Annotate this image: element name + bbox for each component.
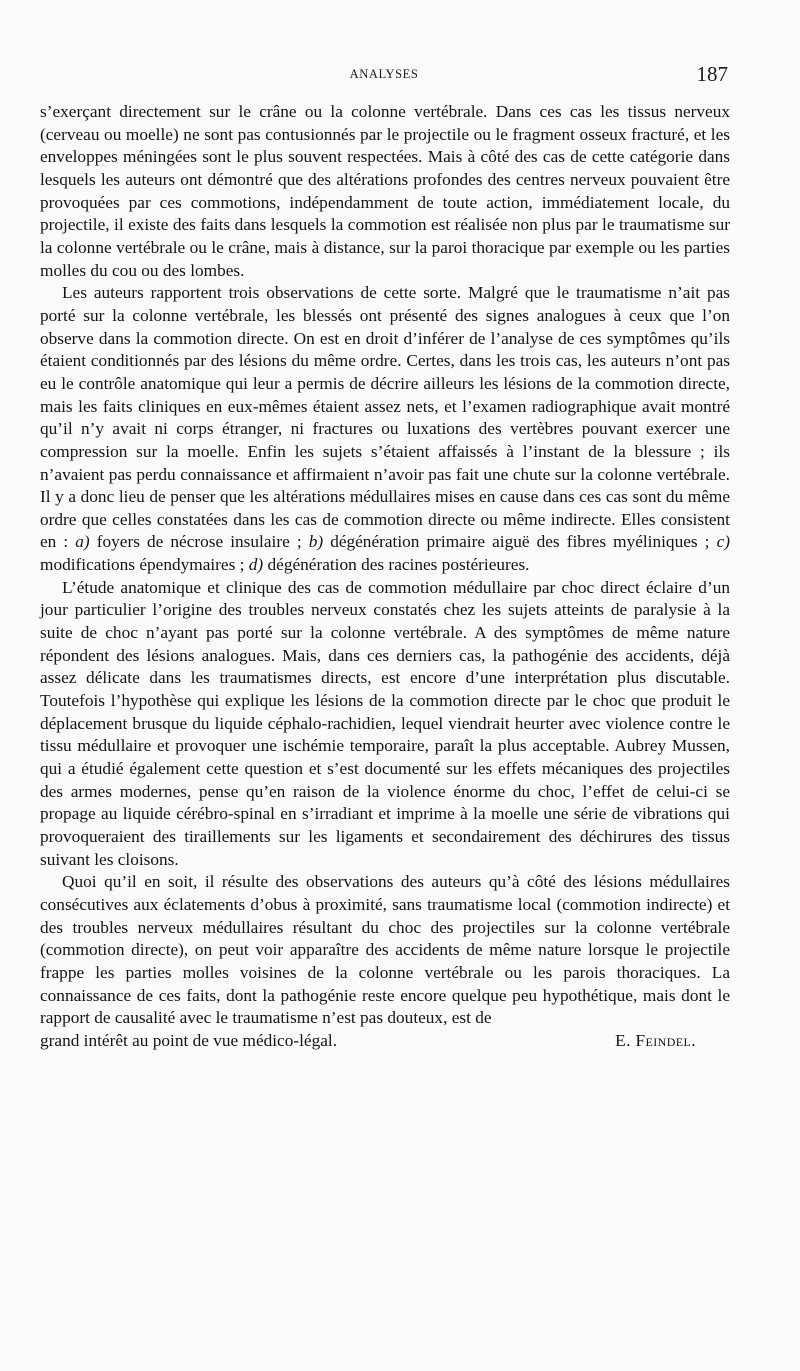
list-marker-b: b) bbox=[308, 532, 324, 552]
author-signature: E. Feindel. bbox=[615, 1030, 696, 1050]
paragraph-4-last-line bbox=[40, 1030, 730, 1053]
paragraph-1: s’exerçant directement sur le crâne ou la colonne vertébrale. Dans ces cas les tissus nerveux (cerveau ou moelle) ne sont pas contusionnés par le projectile ou le fragment osseux fracturé, et les enveloppes méningées sont le plus souvent respectées. Mais à côté des cas de cette catégorie dans lesquels les auteurs ont démontré que des altérations profondes des centres nerveux pouvaient être provoquées par ces commotions, indépendamment de toute action, immédiatement locale, du projectile, il existe des faits dans lesquels la commotion est réalisée non plus par le traumatisme sur la colonne vertébrale ou le crâne, mais à distance, sur la paroi thoracique par exemple ou les parties molles du cou ou des lombes. bbox=[40, 102, 730, 280]
paragraph-4: Quoi qu’il en soit, il résulte des observations des auteurs qu’à côté des lésions médullaires consécutives aux éclatements d’obus à proximité, sans traumatisme local (commotion indirecte) et des troubles nerveux médullaires résultant du choc des projectiles sur la colonne vertébrale (commotion directe), on peut voir apparaître des accidents de même nature lorsque le projectile frappe les parties molles voisines de la colonne vertébrale ou les parois thoraciques. La connaissance de ces faits, dont la pathogénie reste encore quelque peu hypothétique, mais dont le rapport de causalité avec le traumatisme n’est pas douteux, est de bbox=[40, 872, 730, 1028]
list-marker-c: c) bbox=[716, 532, 730, 552]
list-marker-a: a) bbox=[75, 532, 90, 552]
list-item-c: modifications épendymaires ; bbox=[40, 555, 245, 575]
paragraph-2-intro: Les auteurs rapportent trois observations de cette sorte. Malgré que le traumatisme n’ait pas porté sur la colonne vertébrale, les blessés ont présenté des signes analogues à ceux que l’on observe dans la commotion directe. On est en droit d’inférer de l’analyse de ces symptômes qu’ils étaient conditionnés par des lésions du même ordre. Certes, dans les trois cas, les auteurs n’ont pas eu le contrôle anatomique qui leur a permis de décrire ailleurs les lésions de la commotion directe, mais les faits cliniques en eux-mêmes étaient assez nets, et l’examen radiographique avait montré qu’il n’y avait ni corps étranger, ni fractures ou luxations des vertèbres pouvant exercer une compression sur la moelle. Enfin les sujets s’étaient affaissés à l’instant de la blessure ; ils n’avaient pas perdu connaissance et affirmaient n’avoir pas fait une chute sur la colonne vertébrale. Il y a donc lieu de penser que les altérations médullaires mises en cause dans ces cas sont du même ordre que celles constatées dans les cas de commotion directe ou même indirecte. Elles consistent en : bbox=[40, 283, 730, 552]
list-item-a: foyers de nécrose insulaire ; bbox=[96, 532, 302, 552]
list-item-d: dégénération des racines postérieures. bbox=[267, 555, 530, 575]
body-text bbox=[40, 101, 730, 1053]
paragraph-4-last-text: grand intérêt au point de vue médico-légal. bbox=[40, 1030, 338, 1050]
paragraph-3: L’étude anatomique et clinique des cas de commotion médullaire par choc direct éclaire d’un jour particulier l’origine des troubles nerveux constatés chez les sujets atteints de paralysie à la suite de choc n’ayant pas porté sur la colonne vertébrale. A des symptômes de même nature répondent des lésions analogues. Mais, dans ces derniers cas, la pathogénie des accidents, déjà assez délicate dans les traumatismes directs, est encore d’une interprétation plus discutable. Toutefois l’hypothèse qui explique les lésions de la commotion directe par le choc que produit le déplacement brusque du liquide céphalo-rachidien, lequel viendrait heurter avec violence contre le tissu médullaire et provoquer une ischémie temporaire, paraît la plus acceptable. Aubrey Mussen, qui a étudié également cette question et s’est documenté sur les effets mécaniques des projectiles des armes modernes, pense qu’en raison de la violence énorme du choc, l’effet de celui-ci se propage au liquide cérébro-spinal en s’irradiant et imprime à la moelle une série de vibrations qui provoqueraient des tiraillements sur les ligaments et secondairement des déchirures des tissus suivant les cloisons. bbox=[40, 577, 730, 869]
page-number: 187 bbox=[696, 62, 728, 86]
page-header bbox=[40, 64, 728, 86]
running-head: ANALYSES bbox=[349, 67, 419, 81]
paragraph-2 bbox=[40, 282, 730, 577]
list-item-b: dégénération primaire aiguë des fibres myéliniques ; bbox=[330, 532, 710, 552]
list-marker-d: d) bbox=[248, 555, 264, 575]
